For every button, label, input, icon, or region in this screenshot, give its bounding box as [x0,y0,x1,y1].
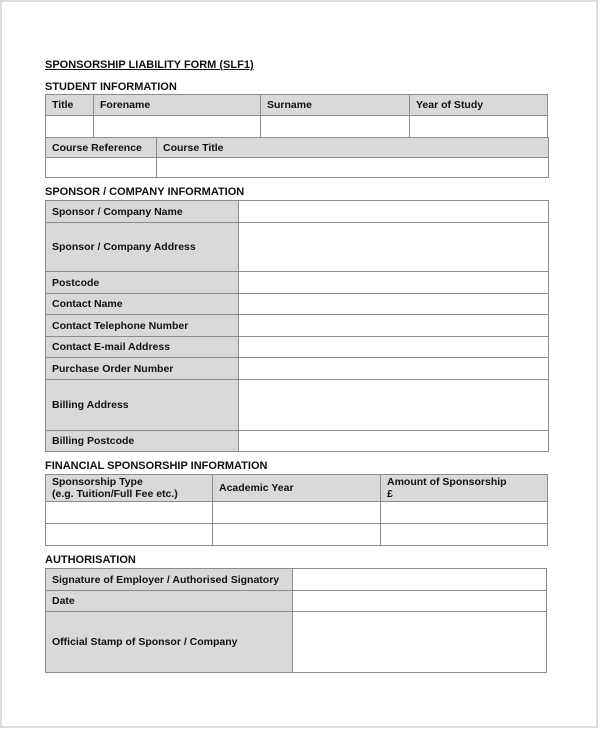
billing-postcode-field[interactable] [239,431,549,452]
academic-year-column-header [213,475,381,502]
postcode-field[interactable] [239,272,549,294]
sponsorship-type-hint: (e.g. Tuition/Full Fee etc.) [52,488,178,500]
sponsor-information-table [45,200,549,452]
purchase-order-number-field[interactable] [239,358,549,380]
authorisation-table [45,568,547,673]
financial-information-table [45,474,548,546]
amount-field-row1[interactable] [381,502,548,524]
sponsor-company-address-label: Sponsor / Company Address [46,223,239,272]
year-of-study-field[interactable] [410,116,548,138]
surname-column-header: Surname [261,95,410,116]
sponsor-company-address-field[interactable] [239,223,549,272]
year-of-study-column-header: Year of Study [410,95,548,116]
course-table [45,137,549,178]
postcode-label: Postcode [46,272,239,294]
sponsor-company-name-field[interactable] [239,201,549,223]
signature-field[interactable] [293,569,547,591]
course-title-field[interactable] [157,158,549,178]
forename-column-header: Forename [94,95,261,116]
financial-information-heading: FINANCIAL SPONSORSHIP INFORMATION [45,460,268,472]
course-reference-column-header: Course Reference [46,138,157,158]
course-reference-field[interactable] [46,158,157,178]
student-information-table [45,94,548,138]
forename-field[interactable] [94,116,261,138]
authorisation-heading: AUTHORISATION [45,554,136,566]
contact-email-field[interactable] [239,337,549,358]
sponsorship-type-label: Sponsorship Type [52,476,143,488]
official-stamp-label: Official Stamp of Sponsor / Company [46,612,293,673]
sponsorship-type-column-header [46,475,213,502]
contact-name-field[interactable] [239,294,549,315]
billing-postcode-label: Billing Postcode [46,431,239,452]
student-information-heading: STUDENT INFORMATION [45,81,177,93]
amount-field-row2[interactable] [381,524,548,546]
surname-field[interactable] [261,116,410,138]
contact-name-label: Contact Name [46,294,239,315]
academic-year-field-row1[interactable] [213,502,381,524]
form-title: SPONSORSHIP LIABILITY FORM (SLF1) [45,59,254,71]
amount-of-sponsorship-label: Amount of Sponsorship [387,476,507,488]
sponsorship-type-field-row2[interactable] [46,524,213,546]
title-field[interactable] [46,116,94,138]
sponsor-company-name-label: Sponsor / Company Name [46,201,239,223]
academic-year-field-row2[interactable] [213,524,381,546]
billing-address-field[interactable] [239,380,549,431]
sponsorship-type-field-row1[interactable] [46,502,213,524]
course-title-column-header: Course Title [157,138,549,158]
date-label: Date [46,591,293,612]
purchase-order-number-label: Purchase Order Number [46,358,239,380]
contact-email-label: Contact E-mail Address [46,337,239,358]
academic-year-label: Academic Year [219,482,294,494]
signature-label: Signature of Employer / Authorised Signatory [46,569,293,591]
date-field[interactable] [293,591,547,612]
contact-telephone-label: Contact Telephone Number [46,315,239,337]
currency-symbol: £ [387,488,393,500]
amount-of-sponsorship-column-header [381,475,548,502]
billing-address-label: Billing Address [46,380,239,431]
official-stamp-field[interactable] [293,612,547,673]
contact-telephone-field[interactable] [239,315,549,337]
sponsor-information-heading: SPONSOR / COMPANY INFORMATION [45,186,245,198]
title-column-header: Title [46,95,94,116]
